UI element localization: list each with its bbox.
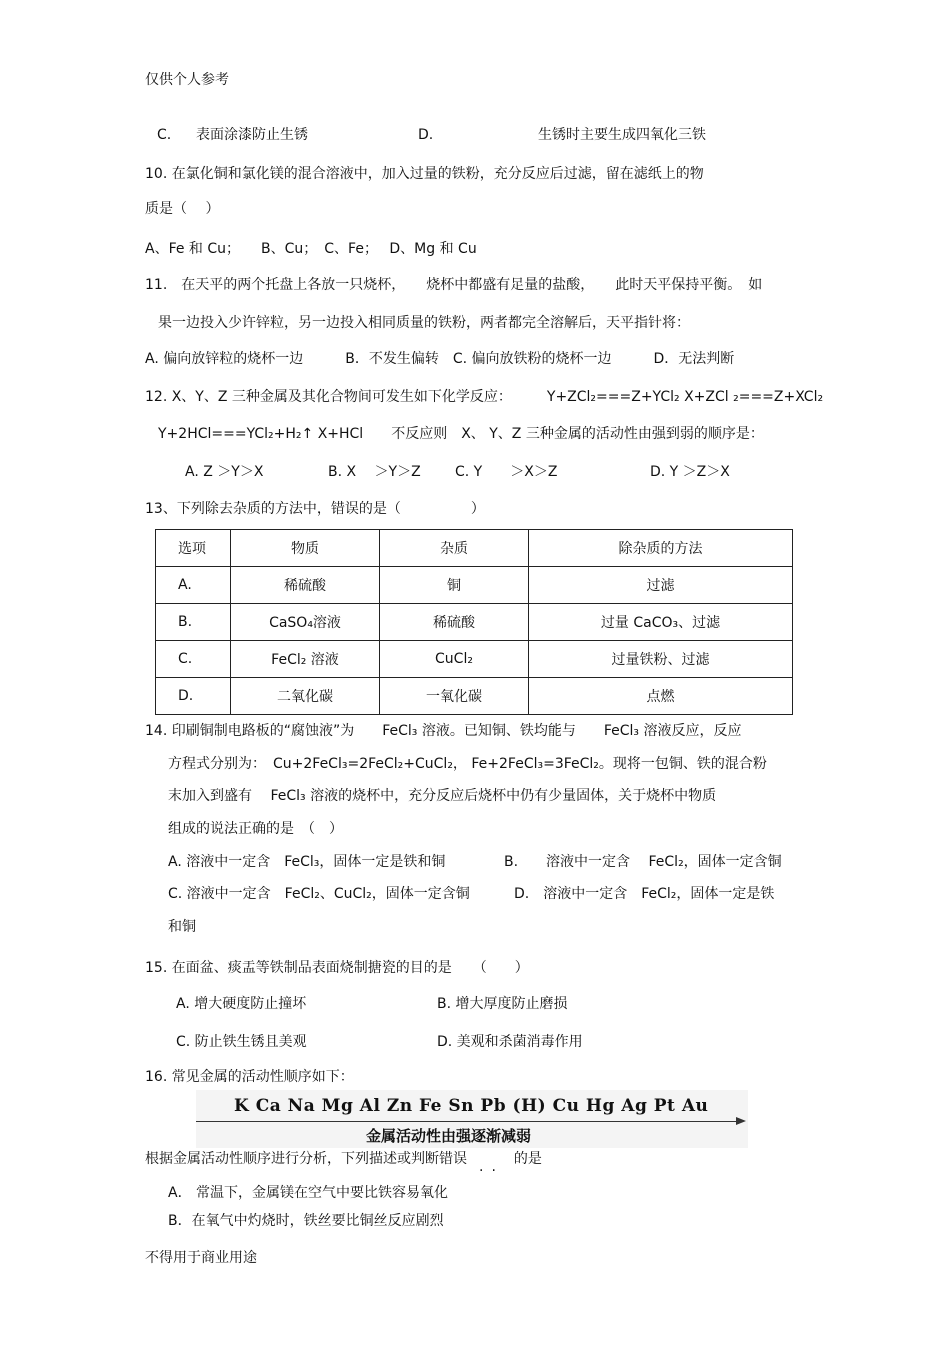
q12-stem-line1: 12. X、Y、Z 三种金属及其化合物间可发生如下化学反应： Y+ZCl₂===Z+YCl₂ X+ZCl ₂===Z+XCl₂ <box>145 389 824 405</box>
q11-options: A. 偏向放锌粒的烧杯一边 B．不发生偏转 C. 偏向放铁粉的烧杯一边 D．无法判断 <box>145 351 735 367</box>
sequence-caption: 金属活动性由强逐渐减弱 <box>366 1127 532 1145</box>
q11-stem-line1: 11. 在天平的两个托盘上各放一只烧杯， 烧杯中都盛有足量的盐酸， 此时天平保持平衡。 如 <box>145 277 763 293</box>
header-method: 除杂质的方法 <box>529 530 793 567</box>
row-method: 过量铁粉、过滤 <box>529 641 793 678</box>
page-footer: 不得用于商业用途 <box>145 1250 257 1266</box>
q14-stem-line3: 末加入到盛有 FeCl₃ 溶液的烧杯中，充分反应后烧杯中仍有少量固体，关于烧杯中物质 <box>168 788 717 804</box>
q14-option-d-cont: 和铜 <box>168 919 196 935</box>
q9-option-d-label: D. <box>418 127 434 143</box>
table-row <box>156 567 793 604</box>
row-option: C. <box>156 641 231 678</box>
q14-stem-line1: 14. 印刷铜制电路板的“腐蚀液”为 FeCl₃ 溶液。已知铜、铁均能与 FeCl₃ 溶液反应，反应 <box>145 723 742 739</box>
q15-stem: 15. 在面盆、痰盂等铁制品表面烧制搪瓷的目的是 （ ） <box>145 960 529 976</box>
header-impurity: 杂质 <box>380 530 529 567</box>
row-impurity: CuCl₂ <box>380 641 529 678</box>
row-option: B. <box>156 604 231 641</box>
row-substance: FeCl₂ 溶液 <box>231 641 380 678</box>
row-option: A. <box>156 567 231 604</box>
q16-analysis <box>145 1149 542 1175</box>
q11-stem-line2: 果一边投入少许锌粒，另一边投入相同质量的铁粉，两者都完全溶解后，天平指针将： <box>158 315 690 331</box>
q16-option-a: A． 常温下，金属镁在空气中要比铁容易氧化 <box>168 1185 449 1201</box>
row-impurity: 铜 <box>380 567 529 604</box>
row-impurity: 一氧化碳 <box>380 678 529 715</box>
q13-table <box>155 529 793 715</box>
table-row <box>156 604 793 641</box>
row-substance: 二氧化碳 <box>231 678 380 715</box>
metal-activity-series-figure <box>196 1090 748 1148</box>
page-header: 仅供个人参考 <box>145 72 229 88</box>
q14-option-c: C. 溶液中一定含 FeCl₂、CuCl₂，固体一定含铜 <box>168 886 470 902</box>
emphasis-dots: .. <box>479 1159 504 1175</box>
table-row <box>156 678 793 715</box>
q15-option-d: D. 美观和杀菌消毒作用 <box>437 1034 583 1050</box>
q13-stem: 13、下列除去杂质的方法中，错误的是（ ） <box>145 501 485 517</box>
q12-option-b: B. X ＞Y＞Z <box>328 464 421 480</box>
q12-stem-line2: Y+2HCl===YCl₂+H₂↑ X+HCl 不反应则 X、 Y、Z 三种金属的活动性由强到弱的顺序是： <box>158 426 764 442</box>
header-option: 选项 <box>156 530 231 567</box>
q9-option-d: 生锈时主要生成四氧化三铁 <box>538 127 706 143</box>
table-row <box>156 641 793 678</box>
q14-option-b: B. 溶液中一定含 FeCl₂，固体一定含铜 <box>504 854 782 870</box>
q12-option-c: C. Y ＞X＞Z <box>455 464 558 480</box>
arrow-right-icon <box>736 1117 746 1125</box>
metal-sequence: K Ca Na Mg Al Zn Fe Sn Pb (H) Cu Hg Ag Pt Au <box>234 1096 709 1116</box>
q10-stem-line1: 10. 在氯化铜和氯化镁的混合溶液中，加入过量的铁粉，充分反应后过滤，留在滤纸上的物 <box>145 166 704 182</box>
row-substance: CaSO₄溶液 <box>231 604 380 641</box>
q12-option-a: A. Z ＞Y＞X <box>185 464 264 480</box>
q16-option-b: B．在氧气中灼烧时，铁丝要比铜丝反应剧烈 <box>168 1213 444 1229</box>
q14-stem-line4: 组成的说法正确的是 （ ） <box>168 821 343 837</box>
header-substance: 物质 <box>231 530 380 567</box>
q9-option-c: 表面涂漆防止生锈 <box>196 127 308 143</box>
row-method: 过量 CaCO₃、过滤 <box>529 604 793 641</box>
q9-option-c-label: C. <box>157 127 172 143</box>
q14-option-a: A. 溶液中一定含 FeCl₃，固体一定是铁和铜 <box>168 854 446 870</box>
q16-stem: 16. 常见金属的活动性顺序如下： <box>145 1069 354 1085</box>
q10-options: A、Fe 和 Cu； B、Cu； C、Fe； D、Mg 和 Cu <box>145 241 477 257</box>
q16-analysis-end: 的是 <box>513 1151 542 1167</box>
row-method: 过滤 <box>529 567 793 604</box>
table-header-row <box>156 530 793 567</box>
q15-option-a: A. 增大硬度防止撞坏 <box>176 996 307 1012</box>
row-impurity: 稀硫酸 <box>380 604 529 641</box>
q12-option-d: D. Y ＞Z＞X <box>650 464 730 480</box>
q14-option-d: D. 溶液中一定含 FeCl₂，固体一定是铁 <box>514 886 775 902</box>
row-substance: 稀硫酸 <box>231 567 380 604</box>
arrow-line <box>196 1121 742 1122</box>
row-option: D. <box>156 678 231 715</box>
q10-stem-line2: 质是（ ） <box>145 201 220 217</box>
row-method: 点燃 <box>529 678 793 715</box>
q16-analysis-text: 根据金属活动性顺序进行分析，下列描述或判断错误 <box>145 1151 467 1167</box>
q15-option-b: B. 增大厚度防止磨损 <box>437 996 568 1012</box>
q15-option-c: C. 防止铁生锈且美观 <box>176 1034 307 1050</box>
q14-stem-line2: 方程式分别为： Cu+2FeCl₃=2FeCl₂+CuCl₂， Fe+2FeCl₃=3FeCl₂。现将一包铜、铁的混合粉 <box>168 756 767 772</box>
